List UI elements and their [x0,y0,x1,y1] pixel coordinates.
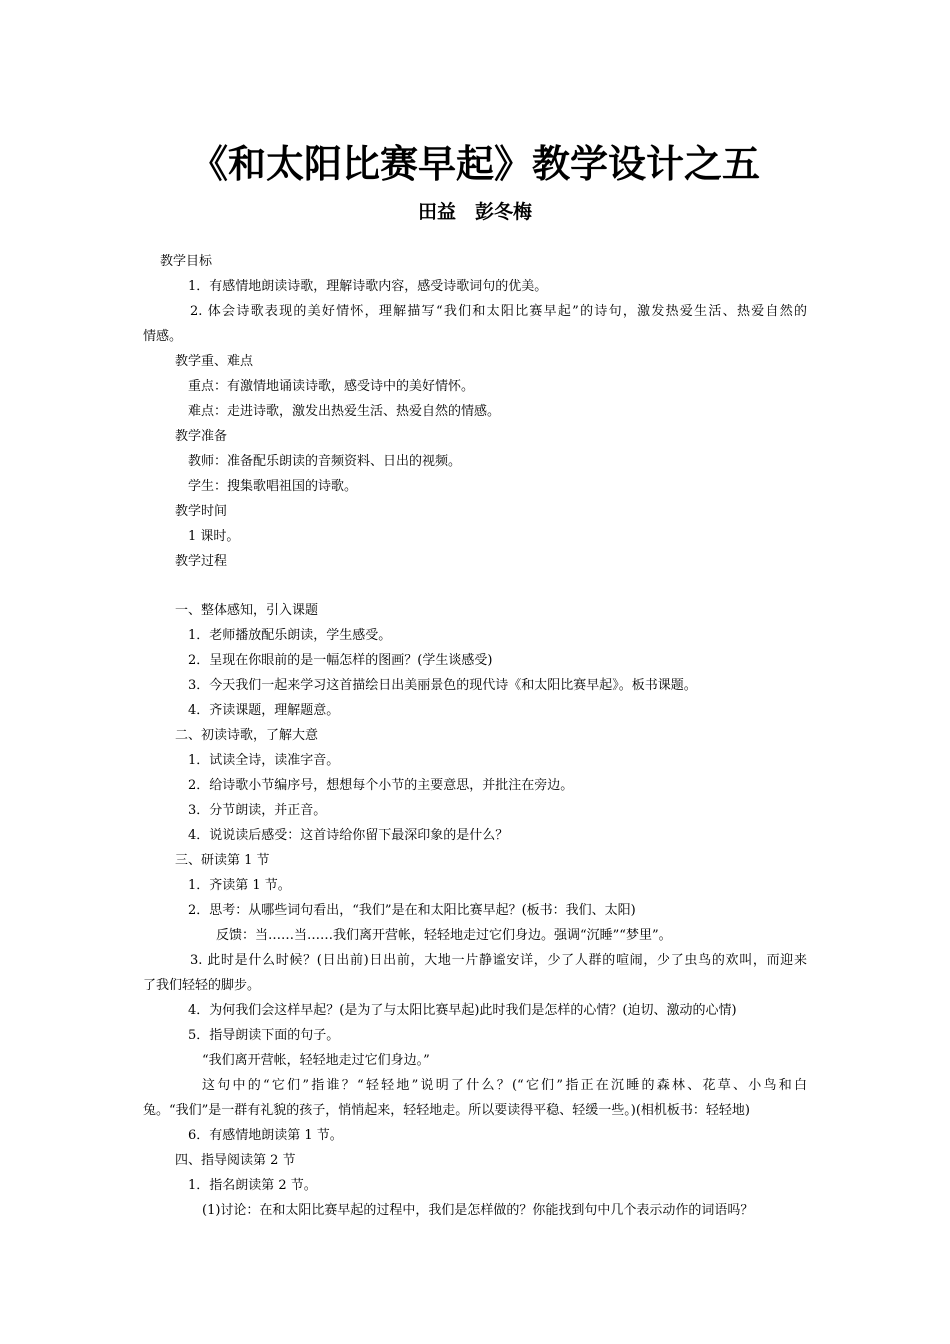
list-item: 3．分节朗读，并正音。 [188,803,327,818]
heading-key-points: 教学重、难点 [175,354,254,369]
list-item: 3．今天我们一起来学习这首描绘日出美丽景色的现代诗《和太阳比赛早起》。板书课题。 [188,678,697,693]
list-item: 1．老师播放配乐朗读，学生感受。 [188,628,392,643]
paragraph: 1 课时。 [188,529,240,544]
paragraph: 难点：走进诗歌，激发出热爱生活、热爱自然的情感。 [188,404,501,419]
list-item: 1．齐读第 1 节。 [188,878,291,893]
section-heading: 三、研读第 1 节 [175,853,270,868]
paragraph: 学生：搜集歌唱祖国的诗歌。 [188,479,358,494]
paragraph: 这句中的“它们”指谁？“轻轻地”说明了什么？(“它们”指正在沉睡的森林、花草、小鸟和白 [202,1078,807,1093]
heading-preparation: 教学准备 [175,429,228,444]
paragraph: (1)讨论：在和太阳比赛早起的过程中，我们是怎样做的？你能找到句中几个表示动作的词语吗？ [202,1203,754,1218]
list-item: 1．试读全诗，读准字音。 [188,753,340,768]
section-heading: 一、整体感知，引入课题 [175,603,319,618]
paragraph: 1．有感情地朗读诗歌，理解诗歌内容，感受诗歌词句的优美。 [188,279,548,294]
paragraph: 3. 此时是什么时候？(日出前)日出前，大地一片静谧安详，少了人群的喧闹，少了虫鸟的欢叫，而迎来 [190,953,807,968]
paragraph: 了我们轻轻的脚步。 [143,978,261,993]
paragraph: 教师：准备配乐朗读的音频资料、日出的视频。 [188,454,462,469]
list-item: 4．为何我们会这样早起？(是为了与太阳比赛早起)此时我们是怎样的心情？(迫切、激动的心情) [188,1003,737,1018]
heading-time: 教学时间 [175,504,228,519]
list-item: 1．指名朗读第 2 节。 [188,1178,317,1193]
section-heading: 四、指导阅读第 2 节 [175,1153,296,1168]
page-title: 《和太阳比赛早起》教学设计之五 [189,142,760,186]
list-item: 2．给诗歌小节编序号，想想每个小节的主要意思，并批注在旁边。 [188,778,574,793]
list-item: 2．思考：从哪些词句看出，“我们”是在和太阳比赛早起？(板书：我们、太阳) [188,903,636,918]
paragraph: 情感。 [143,329,183,344]
list-item: 4．说说读后感受：这首诗给你留下最深印象的是什么？ [188,828,509,843]
quote: “我们离开营帐，轻轻地走过它们身边。” [202,1053,430,1068]
list-item: 2．呈现在你眼前的是一幅怎样的图画？(学生谈感受) [188,653,493,668]
list-item: 6．有感情地朗读第 1 节。 [188,1128,343,1143]
paragraph: 2. 体会诗歌表现的美好情怀，理解描写“我们和太阳比赛早起”的诗句，激发热爱生活、热爱自然的 [190,304,807,319]
section-heading: 二、初读诗歌，了解大意 [175,728,319,743]
paragraph: 兔。“我们”是一群有礼貌的孩子，悄悄起来，轻轻地走。所以要读得平稳、轻缓一些。)(相机板书：轻轻地) [143,1103,751,1118]
heading-process: 教学过程 [175,554,228,569]
list-item: 5．指导朗读下面的句子。 [188,1028,340,1043]
authors: 田益 彭冬梅 [417,201,532,223]
heading-teaching-goals: 教学目标 [160,254,213,269]
list-item: 4．齐读课题，理解题意。 [188,703,340,718]
paragraph: 反馈：当……当……我们离开营帐，轻轻地走过它们身边。强调“沉睡”“梦里”。 [216,928,672,943]
paragraph: 重点：有激情地诵读诗歌，感受诗中的美好情怀。 [188,379,475,394]
